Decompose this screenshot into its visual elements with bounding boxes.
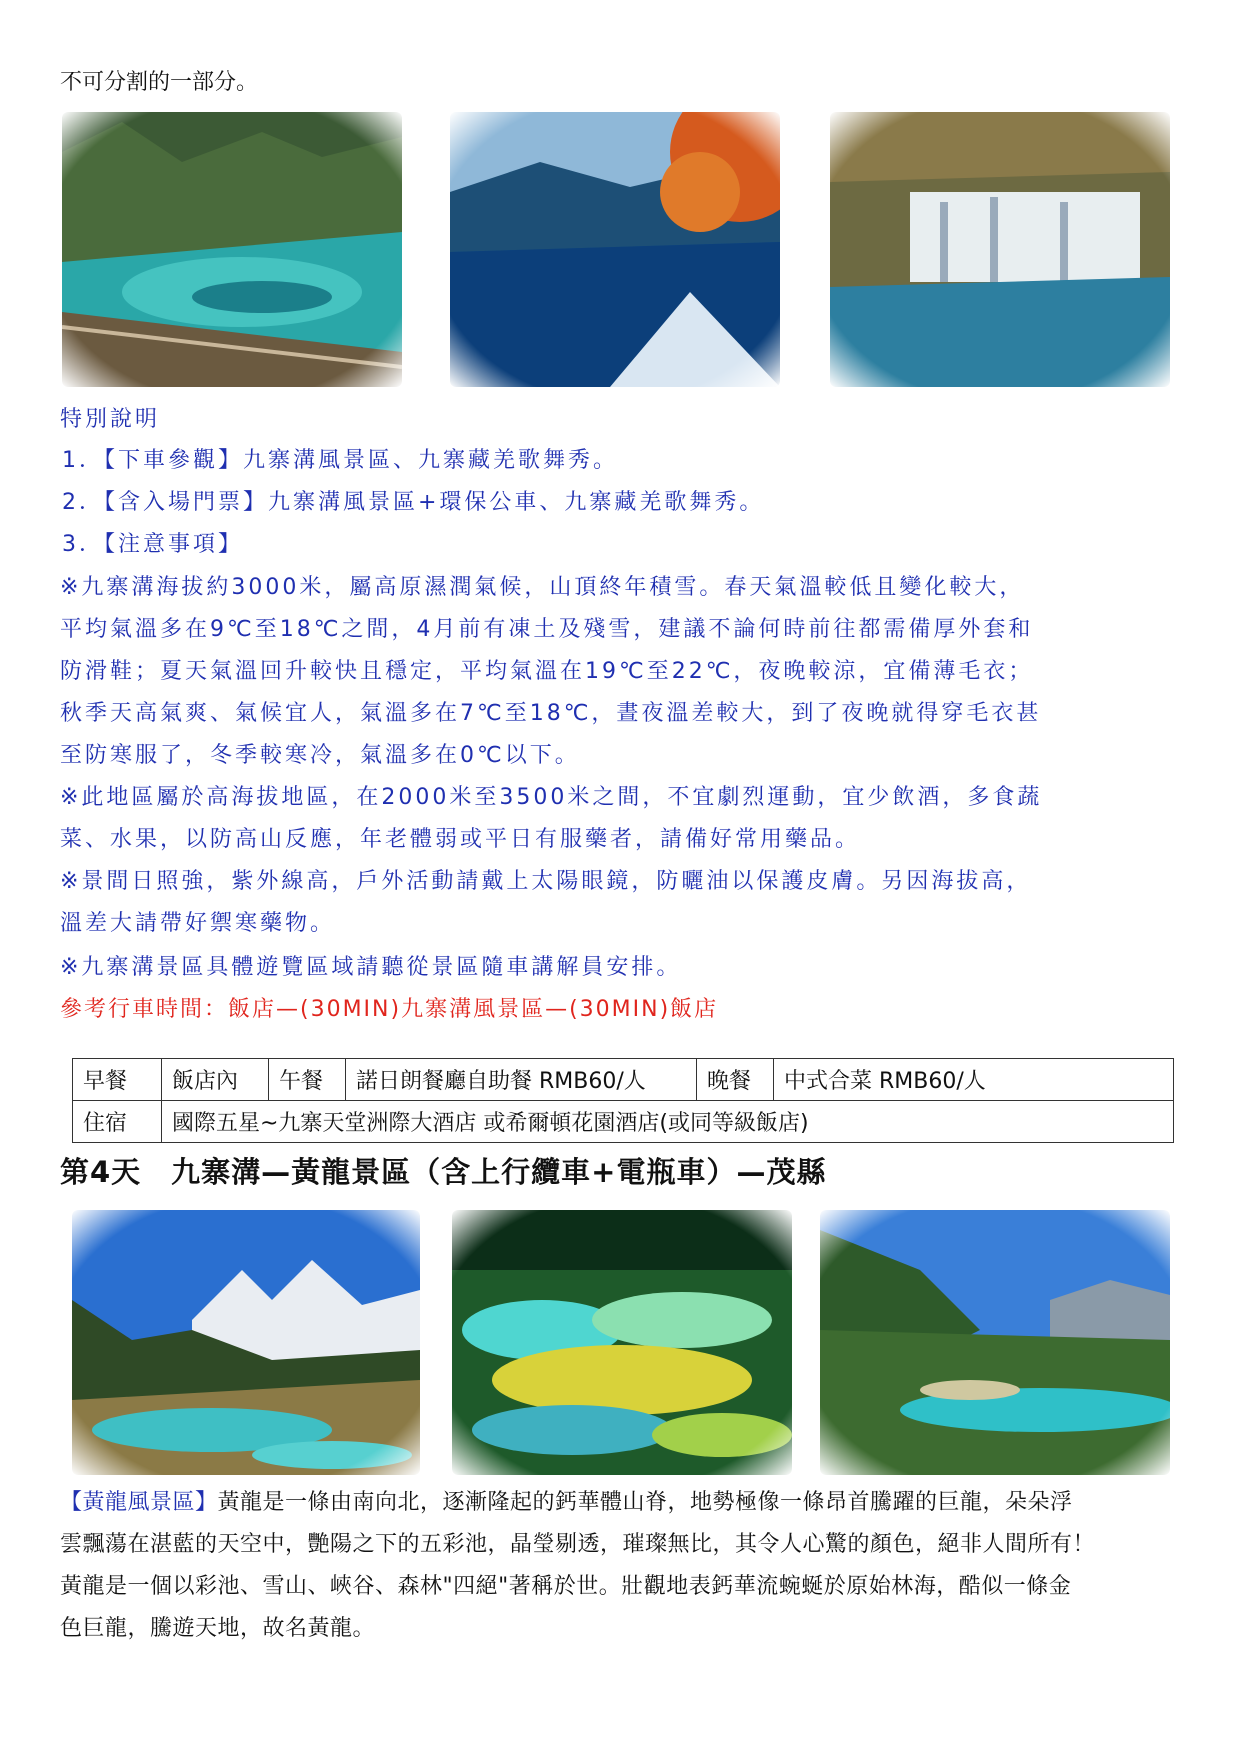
photo-mirror-lake — [450, 112, 780, 387]
note-line: ※景間日照強，紫外線高，戶外活動請戴上太陽眼鏡，防曬油以保護皮膚。另因海拔高， — [60, 869, 1032, 894]
drive-time: 參考行車時間：飯店—(30MIN)九寨溝風景區—(30MIN)飯店 — [60, 997, 719, 1022]
intro-text: 不可分割的一部分。 — [60, 70, 259, 95]
photo-huanglong-pools — [452, 1210, 792, 1475]
special-item: 3．【注意事項】 — [62, 532, 243, 557]
meals-table — [72, 1058, 1174, 1143]
special-item: 1．【下車參觀】九寨溝風景區、九寨藏羌歌舞秀。 — [62, 448, 618, 473]
highlight-label: 【黃龍風景區】 — [60, 1490, 218, 1515]
lunch-value: 諾日朗餐廳自助餐 RMB60/人 — [346, 1059, 697, 1101]
photo-huanglong-mountains — [72, 1210, 420, 1475]
description-line: 【黃龍風景區】黃龍是一條由南向北，逐漸隆起的鈣華體山脊，地勢極像一條昂首騰躍的巨龍，朵朵浮 — [60, 1490, 1073, 1515]
note-line: ※九寨溝景區具體遊覽區域請聽從景區隨車講解員安排。 — [60, 955, 682, 980]
photo-waterfall — [830, 112, 1170, 387]
table-row — [73, 1059, 1174, 1101]
note-line: 秋季天高氣爽、氣候宜人，氣溫多在7℃至18℃，晝夜溫差較大，到了夜晚就得穿毛衣甚 — [60, 701, 1042, 726]
photo-five-flower-lake — [62, 112, 402, 387]
breakfast-label: 早餐 — [73, 1059, 162, 1101]
note-line: 溫差大請帶好禦寒藥物。 — [60, 911, 336, 936]
dinner-value: 中式合菜 RMB60/人 — [774, 1059, 1174, 1101]
lunch-label: 午餐 — [269, 1059, 346, 1101]
note-line: 至防寒服了，冬季較寒冷，氣溫多在0℃以下。 — [60, 743, 580, 768]
description-line: 色巨龍，騰遊天地，故名黃龍。 — [60, 1616, 376, 1641]
day-title: 第4天 九寨溝—黃龍景區（含上行纜車+電瓶車）—茂縣 — [60, 1155, 827, 1189]
description-line: 黃龍是一個以彩池、雪山、峽谷、森林"四絕"著稱於世。壯觀地表鈣華流蜿蜒於原始林海，酷似一條金 — [60, 1574, 1072, 1599]
note-line: ※九寨溝海拔約3000米，屬高原濕潤氣候，山頂終年積雪。春天氣溫較低且變化較大， — [60, 575, 1025, 600]
note-line: 防滑鞋；夏天氣溫回升較快且穩定，平均氣溫在19℃至22℃，夜晚較涼，宜備薄毛衣； — [60, 659, 1034, 684]
table-row — [73, 1101, 1174, 1143]
description-line: 雲飄蕩在湛藍的天空中，艷陽之下的五彩池，晶瑩剔透，璀璨無比，其令人心驚的顏色，絕非人間所有！ — [60, 1532, 1096, 1557]
hotel-value: 國際五星~九寨天堂洲際大酒店 或希爾頓花園酒店(或同等級飯店) — [162, 1101, 1174, 1143]
breakfast-value: 飯店內 — [162, 1059, 269, 1101]
hotel-label: 住宿 — [73, 1101, 162, 1143]
dinner-label: 晚餐 — [697, 1059, 774, 1101]
huanglong-description — [60, 1482, 1190, 1650]
note-line: 平均氣溫多在9℃至18℃之間，4月前有凍土及殘雪，建議不論何時前往都需備厚外套和 — [60, 617, 1034, 642]
note-line: 菜、水果，以防高山反應，年老體弱或平日有服藥者，請備好常用藥品。 — [60, 827, 861, 852]
special-item: 2．【含入場門票】九寨溝風景區+環保公車、九寨藏羌歌舞秀。 — [62, 490, 765, 515]
special-heading: 特別說明 — [60, 407, 161, 432]
photo-huanglong-valley — [820, 1210, 1170, 1475]
note-line: ※此地區屬於高海拔地區，在2000米至3500米之間，不宜劇烈運動，宜少飲酒，多食蔬 — [60, 785, 1043, 810]
